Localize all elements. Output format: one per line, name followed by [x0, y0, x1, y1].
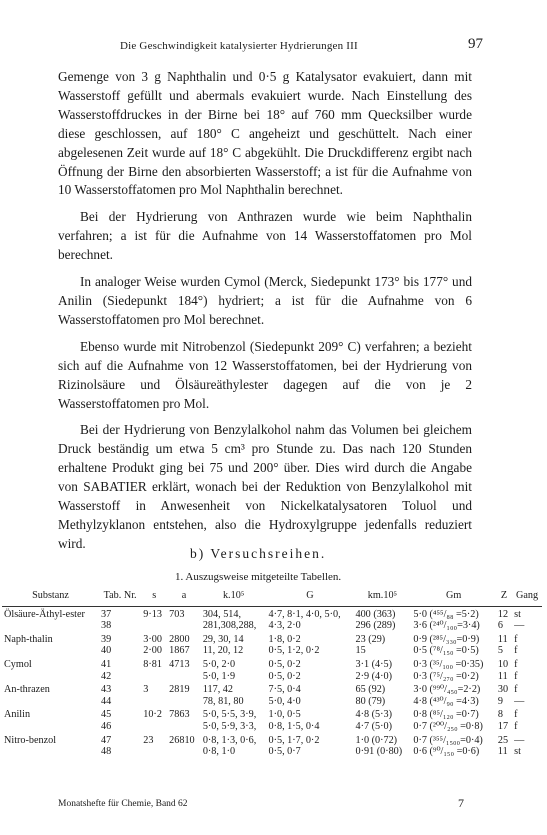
- gm-cell: 0·7 (³⁵⁵/₁₅₀₀=0·4): [413, 734, 483, 746]
- tab-cell: 37: [101, 608, 112, 620]
- gang-cell: st: [514, 608, 521, 620]
- tab-cell: 39: [101, 633, 112, 645]
- k-cell: 29, 30, 14: [202, 633, 244, 645]
- g-cell: 0·5, 1·7, 0·2: [268, 734, 320, 746]
- gm-cell: 0·3 (³⁵/₁₀₀ =0·35): [413, 658, 484, 670]
- body-text: [58, 68, 472, 562]
- s-cell: 9·13: [143, 608, 162, 620]
- a-cell: 26810: [169, 734, 195, 746]
- k-cell: 5·0, 1·9: [202, 670, 236, 682]
- a-cell: 2800: [169, 633, 190, 645]
- a-cell: 4713: [169, 658, 190, 670]
- z-cell: 10: [497, 658, 509, 670]
- substance-cell: Nitro-benzol: [4, 734, 57, 746]
- g-cell: 0·5, 0·2: [268, 658, 301, 670]
- k-cell: 5·0, 2·0: [202, 658, 236, 670]
- tab-cell: 46: [101, 720, 112, 732]
- col-g: G: [266, 590, 353, 606]
- table-header-row: [2, 590, 542, 606]
- paragraph-5: Bei der Hydrierung von Benzylalkohol nahm das Volumen bei gleichem Druck beständig um etwa 5 cm³ pro Stunde zu. Das nach 120 Stunden erhaltene Produkt ging bei 75 und 200° über. Dies wird durch die Angabe von SABATIER erklärt, wonach bei der Reduktion von Benzylalkohol mit Wasserstoff in Anwesenheit von Nickelkatalysatoren Toluol und Methylzyklanon entstehen, also die Hydroxylgruppe jedenfalls reduziert wird.: [58, 422, 472, 551]
- table-row: [2, 733, 542, 747]
- gang-cell: f: [514, 709, 518, 721]
- gm-cell: 3·0 (⁹⁹⁰/₄₅₀=2·2): [413, 684, 481, 696]
- km-cell: 0·91 (0·80): [355, 746, 403, 758]
- substance-cell: Cymol: [4, 658, 32, 670]
- paragraph-2: Bei der Hydrierung von Anthrazen wurde wie beim Naphthalin verfahren; a ist für die Aufnahme von 14 Wasserstoffatomen pro Mol berechnet.: [58, 209, 472, 263]
- a-cell: 1867: [169, 645, 190, 657]
- z-cell: 12: [497, 608, 509, 620]
- table-row: [2, 632, 542, 646]
- km-cell: 400 (363): [355, 608, 396, 620]
- km-cell: 296 (289): [355, 620, 396, 632]
- g-cell: 0·8, 1·5, 0·4: [268, 720, 320, 732]
- gm-cell: 5·0 (⁴⁵⁵/₈₈ =5·2): [413, 608, 479, 620]
- paragraph-4: Ebenso wurde mit Nitrobenzol (Siedepunkt 209° C) verfahren; a bezieht sich auf die Aufnahme von 12 Wasserstoffatomen, bei der Hydrierung von Rizinolsäure und Ölsäureäthylester dagegen auf die von je 2 Wasserstoffatomen pro Mol.: [58, 338, 472, 411]
- gm-cell: 0·8 (⁸⁵/₁₂₀ =0·7): [413, 709, 479, 721]
- signature-number: 7: [458, 796, 464, 810]
- k-cell: 78, 81, 80: [202, 695, 244, 707]
- table-caption: 1. Auszugsweise mitgeteilte Tabellen.: [175, 571, 342, 583]
- tab-cell: 45: [101, 709, 112, 721]
- g-cell: 0·5, 0·2: [268, 670, 301, 682]
- s-cell: 2·00: [143, 645, 162, 657]
- km-cell: 1·0 (0·72): [355, 734, 398, 746]
- a-cell: 2819: [169, 684, 190, 696]
- gang-cell: f: [514, 633, 518, 645]
- g-cell: 0·5, 1·2, 0·2: [268, 645, 320, 657]
- col-gm: Gm: [411, 590, 496, 606]
- g-cell: 7·5, 0·4: [268, 684, 301, 696]
- km-cell: 65 (92): [355, 684, 386, 696]
- g-cell: 0·5, 0·7: [268, 746, 301, 758]
- gang-cell: f: [514, 658, 518, 670]
- tab-cell: 41: [101, 658, 112, 670]
- gm-cell: 4·8 (⁴³⁰/₉₀ =4·3): [413, 695, 479, 707]
- substance-cell: Naph-thalin: [4, 633, 53, 645]
- k-cell: 5·0, 5·5, 3·9,: [202, 709, 257, 721]
- gang-cell: f: [514, 720, 518, 732]
- s-cell: 3: [143, 684, 149, 696]
- s-cell: 10·2: [143, 709, 162, 721]
- g-cell: 4·3, 2·0: [268, 620, 301, 632]
- km-cell: 23 (29): [355, 633, 386, 645]
- km-cell: 4·7 (5·0): [355, 720, 392, 732]
- table-row: [2, 606, 542, 620]
- z-cell: 11: [497, 746, 508, 758]
- z-cell: 11: [497, 670, 508, 682]
- tab-cell: 48: [101, 746, 112, 758]
- km-cell: 4·8 (5·3): [355, 709, 392, 721]
- s-cell: 23: [143, 734, 154, 746]
- z-cell: 8: [497, 709, 504, 721]
- tab-cell: 43: [101, 684, 112, 696]
- table-row: [2, 707, 542, 721]
- g-cell: 1·8, 0·2: [268, 633, 301, 645]
- data-table: [2, 590, 542, 758]
- z-cell: 17: [497, 720, 509, 732]
- s-cell: 3·00: [143, 633, 162, 645]
- k-cell: 11, 20, 12: [202, 645, 244, 657]
- section-title: b) Versuchsreihen.: [190, 546, 327, 561]
- table-row: [2, 682, 542, 696]
- gm-cell: 0·7 (²⁰⁰/₂₅₀ =0·8): [413, 720, 483, 732]
- gang-cell: —: [514, 620, 525, 632]
- km-cell: 2·9 (4·0): [355, 670, 392, 682]
- col-z: Z: [496, 590, 512, 606]
- g-cell: 1·0, 0·5: [268, 709, 301, 721]
- gm-cell: 0·3 (⁷⁵/₂₇₀ =0·2): [413, 670, 479, 682]
- paragraph-3: In analoger Weise wurden Cymol (Merck, Siedepunkt 173° bis 177° und Anilin (Siedepunkt 184°) hydriert; a ist für die Aufnahme von 6 Wasserstoffatomen pro Mol berechnet.: [58, 274, 472, 327]
- gm-cell: 3·6 (²⁴⁰/₁₀₀=3·4): [413, 620, 480, 632]
- a-cell: 7863: [169, 709, 190, 721]
- z-cell: 30: [497, 684, 509, 696]
- running-header: Die Geschwindigkeit katalysierter Hydrierungen III: [120, 40, 358, 52]
- g-cell: 5·0, 4·0: [268, 695, 301, 707]
- tab-cell: 38: [101, 620, 112, 632]
- g-cell: 4·7, 8·1, 4·0, 5·0,: [268, 608, 341, 620]
- tab-cell: 44: [101, 695, 112, 707]
- k-cell: 117, 42: [202, 684, 233, 696]
- table-row: [2, 657, 542, 671]
- col-gang: Gang: [512, 590, 542, 606]
- k-cell: 281,308,288,: [202, 620, 257, 632]
- col-tab-nr: Tab. Nr.: [99, 590, 141, 606]
- z-cell: 6: [497, 620, 504, 632]
- z-cell: 11: [497, 633, 508, 645]
- gm-cell: 0·9 (²⁸⁵/₃₃₀=0·9): [413, 633, 480, 645]
- k-cell: 304, 514,: [202, 608, 242, 620]
- col-km: km.10⁵: [353, 590, 411, 606]
- col-k: k.10⁵: [201, 590, 267, 606]
- km-cell: 3·1 (4·5): [355, 658, 392, 670]
- z-cell: 25: [497, 734, 509, 746]
- z-cell: 9: [497, 695, 504, 707]
- km-cell: 80 (79): [355, 695, 386, 707]
- gm-cell: 0·5 (⁷⁸/₁₅₀ =0·5): [413, 645, 479, 657]
- s-cell: 8·81: [143, 658, 162, 670]
- col-a: a: [167, 590, 201, 606]
- substance-cell: Anilin: [4, 709, 31, 721]
- substance-cell: Ölsäure-Äthyl-ester: [4, 608, 85, 620]
- tab-cell: 47: [101, 734, 112, 746]
- col-substanz: Substanz: [2, 590, 99, 606]
- col-s: s: [141, 590, 167, 606]
- tab-cell: 40: [101, 645, 112, 657]
- gang-cell: f: [514, 670, 518, 682]
- gm-cell: 0·6 (⁹⁰/₁₅₀ =0·6): [413, 746, 480, 758]
- km-cell: 15: [355, 645, 366, 657]
- gang-cell: st: [514, 746, 521, 758]
- k-cell: 0·8, 1·3, 0·6,: [202, 734, 257, 746]
- tab-cell: 42: [101, 670, 112, 682]
- substance-cell: An-thrazen: [4, 684, 50, 696]
- paragraph-1: Gemenge von 3 g Naphthalin und 0·5 g Katalysator evakuiert, dann mit Wasserstoff gefüllt und abermals evakuiert wurde. Nach Einstellung des Wasserstoffdruckes in der Birne bei 18° auf 760 mm Quecksilber wurde diese geschlossen, auf 180° C angeheizt und geschüttelt. Nach einer abgelesenen Zeit wurde auf 18° C abgekühlt. Die Druckdifferenz ergibt nach Öffnung der Birne den absorbierten Wasserstoff; a ist für die Aufnahme von 10 Wasserstoffatomen pro Mol Naphthalin berechnet.: [58, 69, 472, 198]
- k-cell: 0·8, 1·0: [202, 746, 236, 758]
- k-cell: 5·0, 5·9, 3·3,: [202, 720, 257, 732]
- z-cell: 5: [497, 645, 504, 657]
- a-cell: 703: [169, 608, 185, 620]
- page-number: 97: [468, 36, 483, 52]
- gang-cell: f: [514, 684, 518, 696]
- gang-cell: —: [514, 695, 525, 707]
- gang-cell: f: [514, 645, 518, 657]
- journal-footer: Monatshefte für Chemie, Band 62: [58, 799, 188, 809]
- gang-cell: —: [514, 734, 525, 746]
